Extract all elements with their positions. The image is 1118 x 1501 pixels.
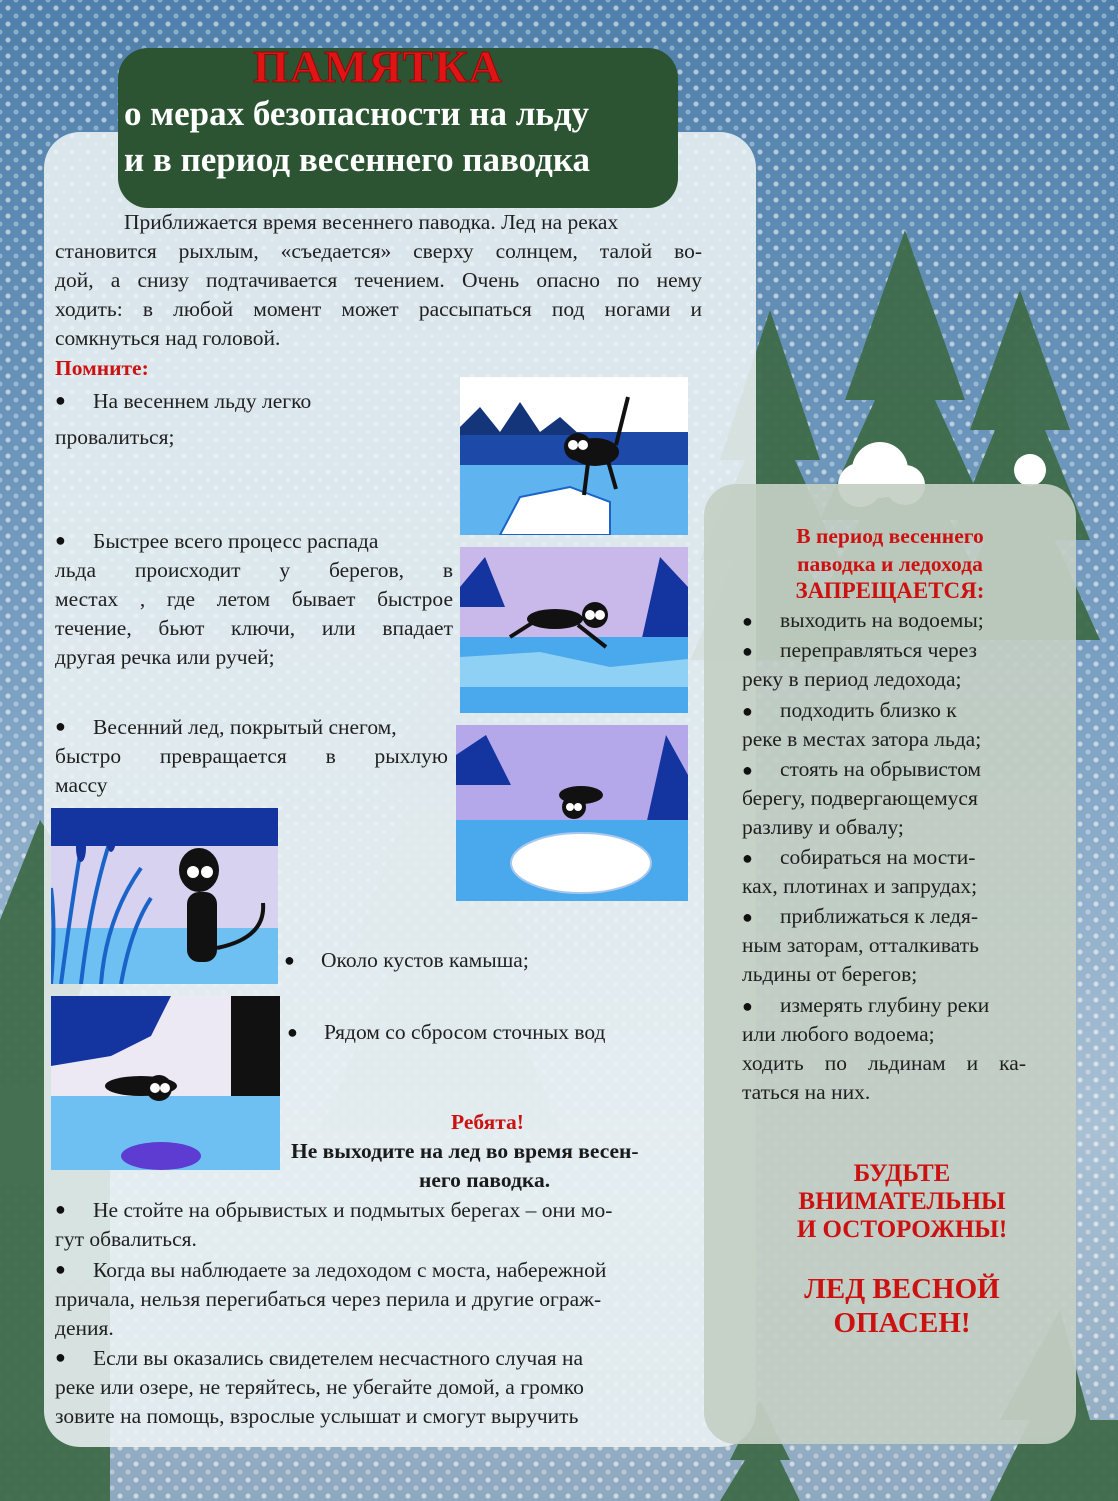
forbidden-item-7: измерять глубину реки [780, 993, 990, 1017]
forbidden-item-7: ходить по льдинам и ка- [742, 1051, 1026, 1075]
remember-heading: Помните: [55, 356, 149, 380]
bullet-icon: ● [55, 1347, 66, 1367]
kids-item-1: гут обвалиться. [55, 1227, 197, 1251]
warning-ice-danger: ОПАСЕН! [833, 1307, 971, 1339]
remember-item-2: течение, бьют ключи, или впадает [55, 616, 453, 640]
remember-item-2: местах , где летом бывает быстрое [55, 587, 453, 611]
forbidden-item-5: собираться на мости- [780, 845, 976, 869]
kids-item-3: реке или озере, не теряйтесь, не убегайте домой, а громко [55, 1375, 584, 1399]
cat-near-drain-illustration [51, 996, 280, 1170]
remember-item-2: льда происходит у берегов, в [55, 558, 453, 582]
bullet-icon: ● [742, 760, 753, 780]
bullet-icon: ● [284, 950, 295, 970]
remember-item-1: На весеннем льду легко [93, 389, 312, 413]
bullet-icon: ● [742, 611, 753, 631]
bullet-icon: ● [55, 716, 66, 736]
forbidden-heading: В период весеннего [796, 524, 984, 548]
bullet-icon: ● [55, 530, 66, 550]
forbidden-item-1: выходить на водоемы; [780, 608, 984, 632]
intro-line: ходить: в любой момент может рассыпаться под ногами и [55, 297, 702, 321]
remember-item-3: быстро превращается в рыхлую [55, 744, 448, 768]
bullet-icon: ● [55, 1259, 66, 1279]
bullet-icon: ● [287, 1022, 298, 1042]
subtitle-line-2: и в период весеннего паводка [124, 140, 591, 179]
forbidden-item-5: ках, плотинах и запрудах; [742, 874, 978, 898]
forbidden-item-3: реке в местах затора льда; [742, 727, 982, 751]
remember-item-3: массу [55, 773, 108, 797]
forbidden-item-4: стоять на обрывистом [780, 757, 982, 781]
remember-item-3: Весенний лед, покрытый снегом, [93, 715, 397, 739]
warning-attention: ВНИМАТЕЛЬНЫ [798, 1188, 1006, 1215]
forbidden-heading: паводка и ледохода [797, 552, 983, 576]
forbidden-heading: ЗАПРЕЩАЕТСЯ: [795, 578, 985, 603]
kids-heading: Ребята! [451, 1110, 524, 1134]
bullet-icon: ● [742, 641, 753, 661]
kids-item-2: дения. [55, 1316, 114, 1340]
kids-item-2: причала, нельзя перегибаться через перила и другие ограж- [55, 1287, 602, 1311]
intro-line: Приближается время весеннего паводка. Лед на реках [124, 210, 619, 234]
intro-line: сомкнуться над головой. [55, 326, 281, 350]
forbidden-item-4: берегу, подвергающемуся [742, 786, 978, 810]
kids-item-3: Если вы оказались свидетелем несчастного случая на [93, 1346, 584, 1370]
bullet-icon: ● [742, 996, 753, 1016]
forbidden-item-6: льдины от берегов; [742, 962, 918, 986]
forbidden-item-7: или любого водоема; [742, 1022, 935, 1046]
remember-item-2: Быстрее всего процесс распада [93, 529, 379, 553]
remember-item-5: Рядом со сбросом сточных вод [324, 1020, 606, 1044]
intro-line: дой, а снизу подтачивается течением. Очень опасно по нему [55, 268, 702, 292]
subtitle-line-1: о мерах безопасности на льду [124, 94, 590, 133]
kids-warning-line: Не выходите на лед во время весен- [291, 1139, 639, 1163]
forbidden-item-4: разливу и обвалу; [742, 815, 904, 839]
forbidden-item-2: переправляться через [780, 638, 978, 662]
kids-item-1: Не стойте на обрывистых и подмытых берегах – они мо- [93, 1198, 613, 1222]
warning-attention: И ОСТОРОЖНЫ! [796, 1216, 1008, 1243]
bullet-icon: ● [55, 1199, 66, 1219]
warning-attention: БУДЬТЕ [853, 1160, 951, 1187]
cat-on-snow-illustration [456, 725, 688, 901]
bullet-icon: ● [55, 390, 66, 410]
cat-on-cracking-ice-illustration [460, 377, 688, 535]
bullet-icon: ● [742, 701, 753, 721]
kids-warning-line: него паводка. [419, 1168, 551, 1192]
forbidden-item-2: реку в период ледохода; [742, 667, 962, 691]
intro-line: становится рыхлым, «съедается» сверху солнцем, талой во- [55, 239, 702, 263]
kids-item-3: зовите на помощь, взрослые услышат и смогут выручить [55, 1404, 579, 1428]
bullet-icon: ● [742, 848, 753, 868]
forbidden-item-6: ным заторам, отталкивать [742, 933, 979, 957]
forbidden-item-6: приближаться к ледя- [780, 904, 979, 928]
forbidden-item-7: таться на них. [742, 1080, 871, 1104]
warning-ice-danger: ЛЕД ВЕСНОЙ [804, 1273, 1000, 1305]
forbidden-item-3: подходить близко к [780, 698, 957, 722]
remember-item-1: провалиться; [55, 425, 175, 449]
cat-crossing-ice-illustration [460, 547, 688, 713]
kids-item-2: Когда вы наблюдаете за ледоходом с моста, набережной [93, 1258, 607, 1282]
page-title: ПАМЯТКА [253, 41, 503, 92]
remember-item-2: другая речка или ручей; [55, 645, 275, 669]
cat-near-reeds-illustration [51, 808, 278, 984]
remember-item-4: Около кустов камыша; [321, 948, 529, 972]
bullet-icon: ● [742, 907, 753, 927]
